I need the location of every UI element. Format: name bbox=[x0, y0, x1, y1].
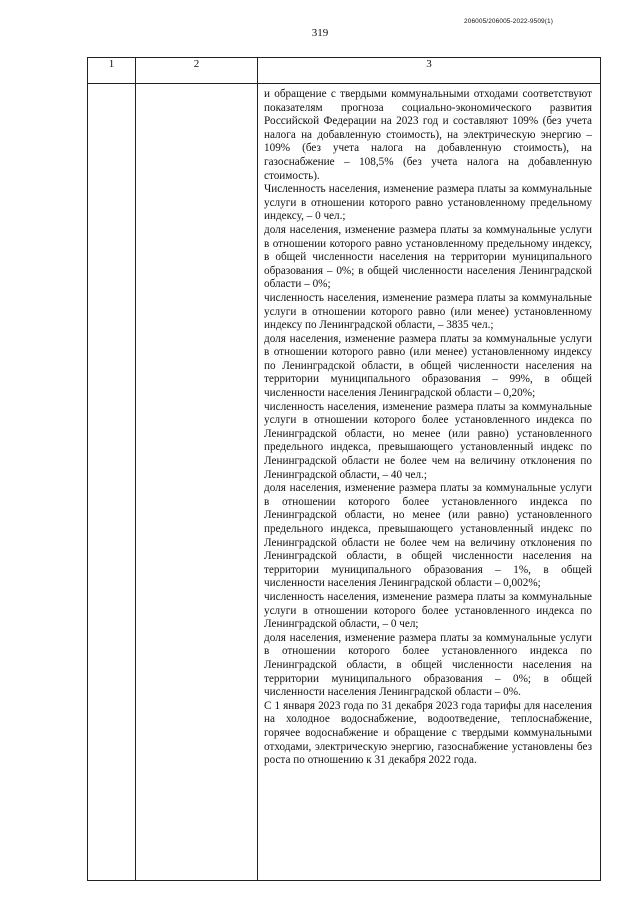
table-header-row bbox=[88, 58, 601, 84]
paragraph: численность населения, изменение размера платы за коммунальные услуги в отношении которого равно (или менее) установленному индексу по Ленинградской области, – 3835 чел.; bbox=[264, 291, 592, 332]
paragraph: численность населения, изменение размера платы за коммунальные услуги в отношении которого более установленного индекса по Ленинградской области, но менее (или равно) установленного предельного индекса, превышающего установленный индекс по Ленинградской области не более чем на величину отклонения по Ленинградской области, – 40 чел.; bbox=[264, 400, 592, 481]
column-header-2: 2 bbox=[136, 58, 258, 84]
cell-column-2 bbox=[136, 84, 258, 881]
paragraph: С 1 января 2023 года по 31 декабря 2023 года тарифы для населения на холодное водоснабжение, водоотведение, теплоснабжение, горячее водоснабжение и обращение с твердыми коммунальными отходами, электрическую энергию, газоснабжение установлены без роста по отношению к 31 декабря 2022 года. bbox=[264, 699, 592, 767]
document-table bbox=[87, 57, 601, 881]
page-number: 319 bbox=[311, 27, 329, 39]
paragraph: доля населения, изменение размера платы за коммунальные услуги в отношении которого равно (или менее) установленному индексу по Ленинградской области, в общей численности населения на территории муниципального образования – 99%, в общей численности населения Ленинградской области – 0,20%; bbox=[264, 332, 592, 400]
paragraph: доля населения, изменение размера платы за коммунальные услуги в отношении которого более установленного индекса по Ленинградской области, но менее (или равно) установленного предельного индекса, превышающего установленный индекс по Ленинградской области не более чем на величину отклонения по Ленинградской области, в общей численности населения на территории муниципального образования – 1%, в общей численности населения Ленинградской области – 0,002%; bbox=[264, 482, 592, 590]
table-body-row bbox=[88, 84, 601, 881]
column-header-3: 3 bbox=[258, 58, 601, 84]
paragraph: и обращение с твердыми коммунальными отходами соответствуют показателям прогноза социально-экономического развития Российской Федерации на 2023 год и составляют 109% (без учета налога на добавленную стоимость), на электрическую энергию – 109% (без учета налога на добавленную стоимость), на газоснабжение – 108,5% (без учета налога на добавленную стоимость). bbox=[264, 88, 592, 182]
cell-column-1 bbox=[88, 84, 136, 881]
paragraph: доля населения, изменение размера платы за коммунальные услуги в отношении которого более установленного индекса по Ленинградской области, в общей численности населения на территории муниципального образования – 0%; в общей численности населения Ленинградской области – 0%. bbox=[264, 631, 592, 699]
column-header-1: 1 bbox=[88, 58, 136, 84]
paragraph: доля населения, изменение размера платы за коммунальные услуги в отношении которого равно установленному предельному индексу, в общей численности населения на территории муниципального образования – 0%; в общей численности населения Ленинградской области – 0%; bbox=[264, 223, 592, 291]
cell-column-3 bbox=[258, 84, 601, 881]
document-code: 206005/206005-2022-9509(1) bbox=[464, 18, 553, 25]
paragraph: Численность населения, изменение размера платы за коммунальные услуги в отношении которого равно установленному предельному индексу, – 0 чел.; bbox=[264, 183, 592, 223]
paragraph: численность населения, изменение размера платы за коммунальные услуги в отношении которого более установленного индекса по Ленинградской области, – 0 чел; bbox=[264, 590, 592, 631]
